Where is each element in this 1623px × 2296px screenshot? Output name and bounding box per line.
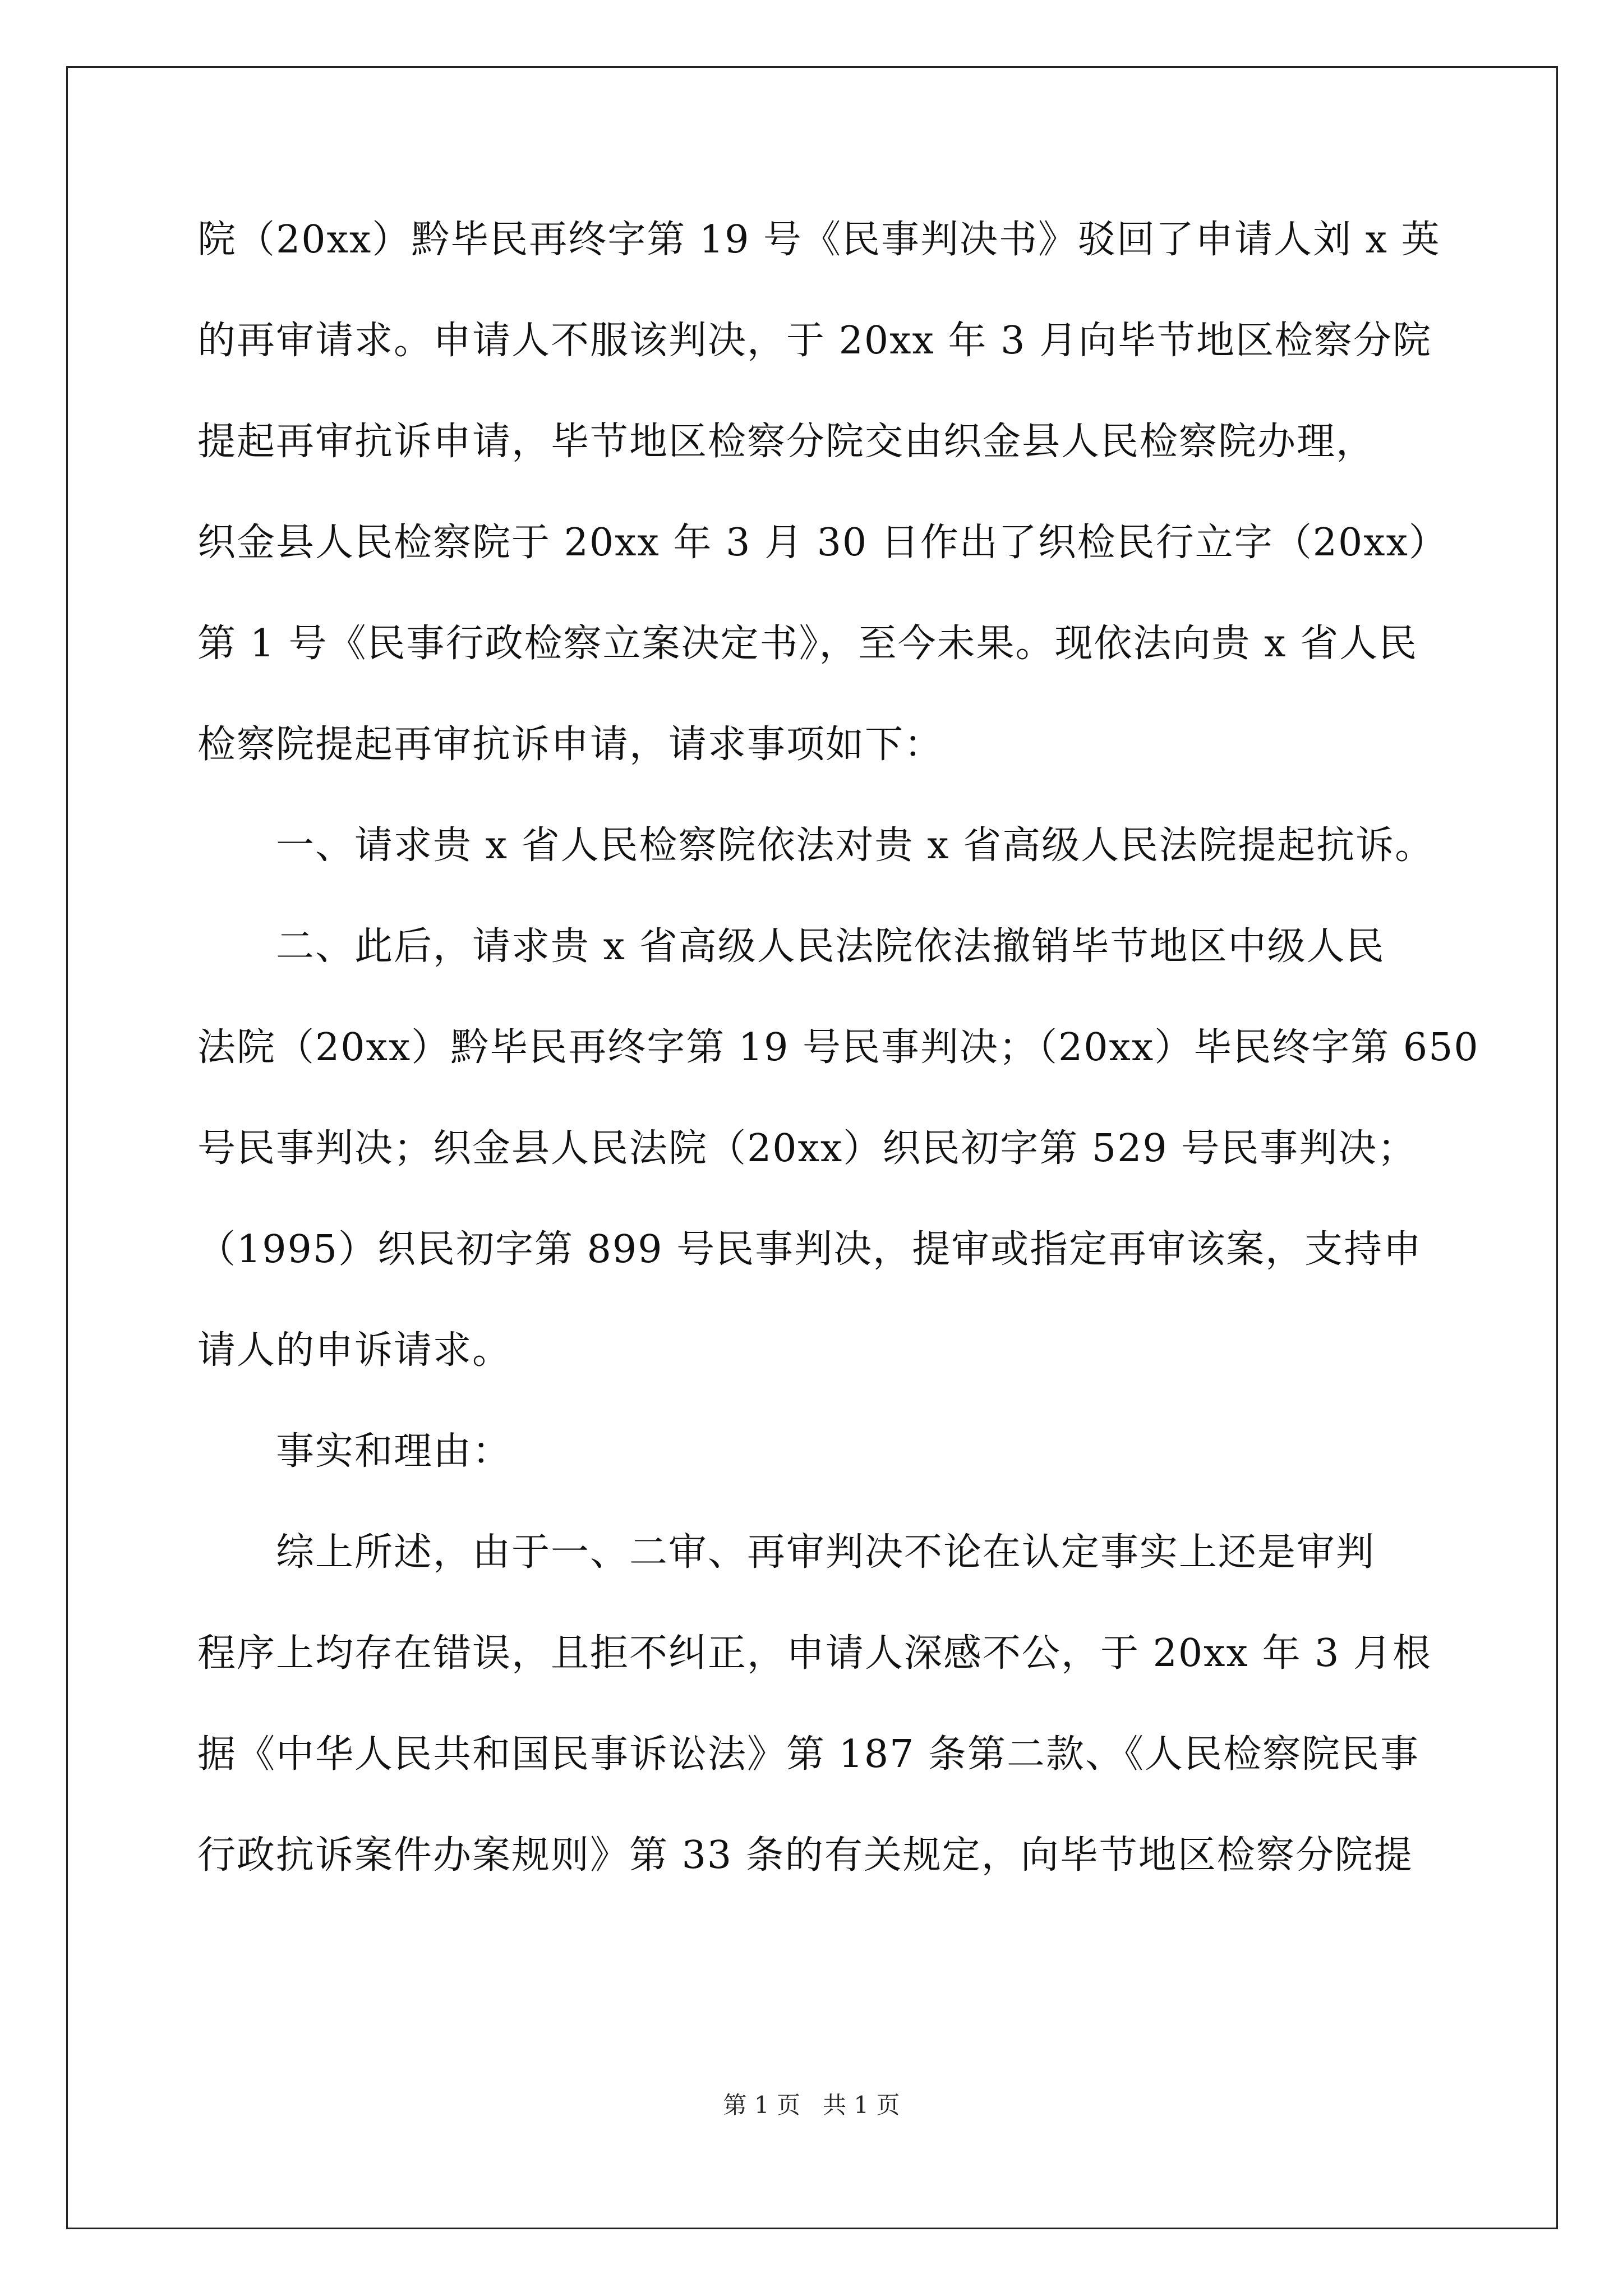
text-line: 院（20xx）黔毕民再终字第 19 号《民事判决书》驳回了申请人刘 x 英 — [197, 218, 1441, 262]
text-line: 法院（20xx）黔毕民再终字第 19 号民事判决；（20xx）毕民终字第 650 — [197, 1025, 1479, 1070]
text-line: 请人的申诉请求。 — [197, 1328, 512, 1373]
text-line: 程序上均存在错误，且拒不纠正，申请人深感不公，于 20xx 年 3 月根 — [197, 1631, 1432, 1676]
page-footer: 第 1 页 共 1 页 — [723, 2091, 900, 2119]
document-body — [197, 206, 1479, 1923]
text-line: 第 1 号《民事行政检察立案决定书》，至今未果。现依法向贵 x 省人民 — [197, 622, 1418, 666]
text-line: 织金县人民检察院于 20xx 年 3 月 30 日作出了织检民行立字（20xx） — [197, 521, 1448, 565]
text-line: 行政抗诉案件办案规则》第 33 条的有关规定，向毕节地区检察分院提 — [197, 1833, 1413, 1878]
request-item-2: 二、此后，请求贵 x 省高级人民法院依法撤销毕节地区中级人民 — [276, 924, 1385, 969]
paragraph-start: 综上所述，由于一、二审、再审判决不论在认定事实上还是审判 — [276, 1530, 1376, 1575]
text-line: 检察院提起再审抗诉申请，请求事项如下： — [197, 723, 944, 767]
text-line: 提起再审抗诉申请，毕节地区检察分院交由织金县人民检察院办理， — [197, 420, 1376, 464]
text-line: （1995）织民初字第 899 号民事判决，提审或指定再审该案，支持申 — [197, 1227, 1423, 1272]
request-item-1: 一、请求贵 x 省人民检察院依法对贵 x 省高级人民法院提起抗诉。 — [276, 823, 1435, 868]
section-heading: 事实和理由： — [276, 1429, 512, 1474]
text-line: 号民事判决；织金县人民法院（20xx）织民初字第 529 号民事判决； — [197, 1126, 1417, 1171]
text-line: 据《中华人民共和国民事诉讼法》第 187 条第二款、《人民检察院民事 — [197, 1732, 1420, 1777]
text-line: 的再审请求。申请人不服该判决，于 20xx 年 3 月向毕节地区检察分院 — [197, 319, 1432, 363]
